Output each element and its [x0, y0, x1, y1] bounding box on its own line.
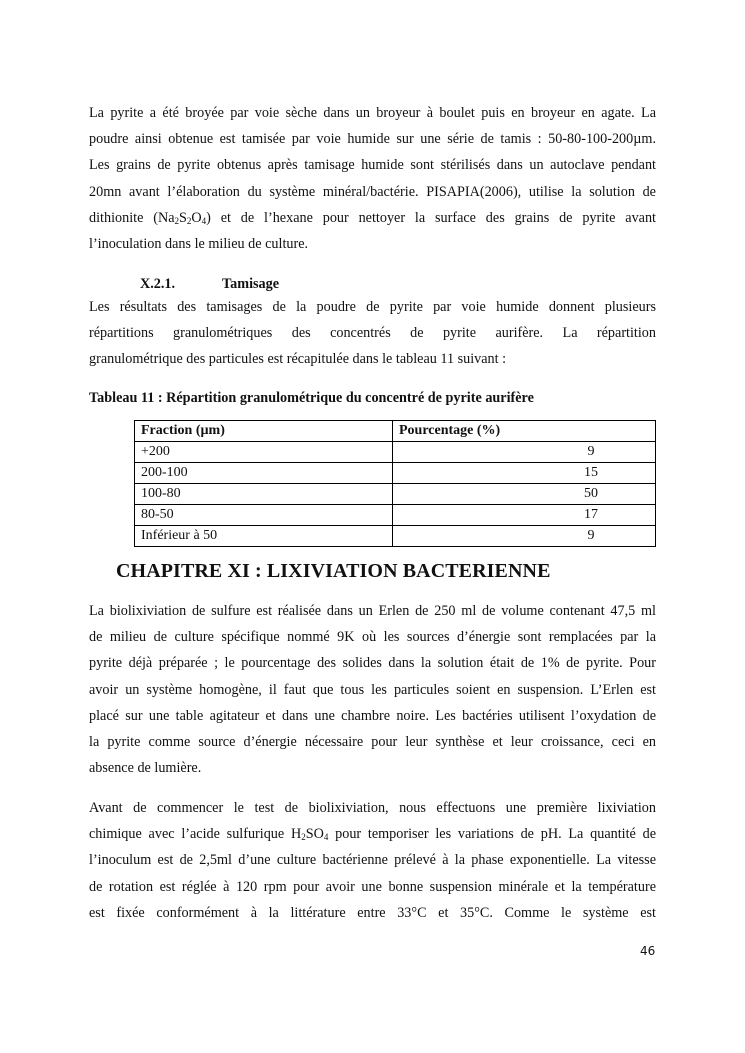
text-fragment: dithionite (Na — [89, 209, 175, 226]
table-row — [135, 526, 656, 547]
text-line: répartitions granulométriques des concentrés de pyrite aurifère. La répartition — [89, 325, 656, 342]
table-caption: Tableau 11 : Répartition granulométrique du concentré de pyrite aurifère — [89, 390, 534, 406]
percentage-cell: 15 — [393, 463, 656, 484]
page-number: 46 — [640, 944, 656, 958]
subscript: 2 — [186, 215, 192, 226]
text-line: placé sur une table agitateur et dans une chambre noire. Les bactéries utilisent l’oxydation de — [89, 707, 656, 724]
fraction-cell: 80-50 — [135, 505, 393, 526]
text-fragment: O — [191, 209, 202, 226]
subscript: 2 — [301, 832, 306, 843]
text-fragment: S — [179, 209, 187, 226]
paragraph-tamisage — [89, 294, 656, 373]
section-title: Tamisage — [222, 276, 280, 292]
text-line: Les résultats des tamisages de la poudre de pyrite par voie humide donnent plusieurs — [89, 299, 656, 315]
text-fragment: pour temporiser les variations de pH. La quantité de — [328, 826, 656, 843]
subscript: 2 — [174, 215, 179, 226]
section-heading — [140, 276, 279, 293]
percentage-cell: 9 — [393, 526, 656, 547]
table-row — [135, 442, 656, 463]
column-header: Pourcentage (%) — [393, 421, 656, 442]
text-fragment: chimique avec l’acide sulfurique H — [89, 826, 302, 843]
text-line: avoir un système homogène, il faut que tous les particules soient en suspension. L’Erlen est — [89, 681, 656, 698]
percentage-cell: 17 — [393, 505, 656, 526]
table-row — [135, 484, 656, 505]
percentage-cell: 50 — [393, 484, 656, 505]
text-line — [89, 821, 656, 847]
text-line: l’inoculation dans le milieu de culture. — [89, 235, 309, 252]
percentage-cell: 9 — [393, 442, 656, 463]
paragraph-broyage — [89, 100, 656, 257]
fraction-cell: 100-80 — [135, 484, 393, 505]
chapter-title: CHAPITRE XI : LIXIVIATION BACTERIENNE — [116, 560, 551, 582]
section-number: X.2.1. — [140, 276, 176, 292]
paragraph-lixiviation-chimique — [89, 795, 656, 926]
text-fragment: SO — [305, 826, 324, 843]
fraction-cell: Inférieur à 50 — [135, 526, 393, 547]
text-line: la pyrite comme source d’énergie nécessaire pour leur synthèse et leur croissance, ceci en — [89, 733, 656, 750]
text-line: La biolixiviation de sulfure est réalisée dans un Erlen de 250 ml de volume contenant 47,5 ml — [89, 603, 656, 619]
fraction-cell: +200 — [135, 442, 393, 463]
paragraph-biolixiviation — [89, 598, 656, 781]
table-row — [135, 505, 656, 526]
text-line: pyrite déjà préparée ; le pourcentage des solides dans la solution était de 1% de pyrite. Pour — [89, 655, 656, 672]
granulometry-table — [134, 420, 656, 547]
subscript: 4 — [323, 832, 329, 843]
text-line: absence de lumière. — [89, 760, 202, 777]
text-line: de rotation est réglée à 120 rpm pour avoir une bonne suspension minérale et la température — [89, 878, 656, 895]
text-line: est fixée conformément à la littérature entre 33°C et 35°C. Comme le système est — [89, 904, 656, 921]
text-fragment: ) et de l’hexane pour nettoyer la surface des grains de pyrite avant — [206, 209, 656, 226]
text-line: l’inoculum est de 2,5ml d’une culture bactérienne prélevé à la phase exponentielle. La vitesse — [89, 852, 656, 869]
text-line: Les grains de pyrite obtenus après tamisage humide sont stérilisés dans un autoclave pendant — [89, 157, 656, 174]
text-line: La pyrite a été broyée par voie sèche dans un broyeur à boulet puis en broyeur en agate. La — [89, 105, 656, 121]
table-header-row — [135, 421, 656, 442]
text-line: de milieu de culture spécifique nommé 9K où les sources d’énergie sont remplacées par la — [89, 629, 656, 646]
text-line: 20mn avant l’élaboration du système minéral/bactérie. PISAPIA(2006), utilise la solution de — [89, 183, 656, 200]
column-header: Fraction (µm) — [135, 421, 393, 442]
fraction-cell: 200-100 — [135, 463, 393, 484]
subscript: 4 — [201, 215, 207, 226]
text-line — [89, 205, 656, 231]
text-line: poudre ainsi obtenue est tamisée par voie humide sur une série de tamis : 50-80-100-200µm. — [89, 131, 656, 148]
text-line: granulométrique des particules est récapitulée dans le tableau 11 suivant : — [89, 351, 507, 368]
text-line: Avant de commencer le test de biolixiviation, nous effectuons une première lixiviation — [89, 800, 656, 816]
table-row — [135, 463, 656, 484]
